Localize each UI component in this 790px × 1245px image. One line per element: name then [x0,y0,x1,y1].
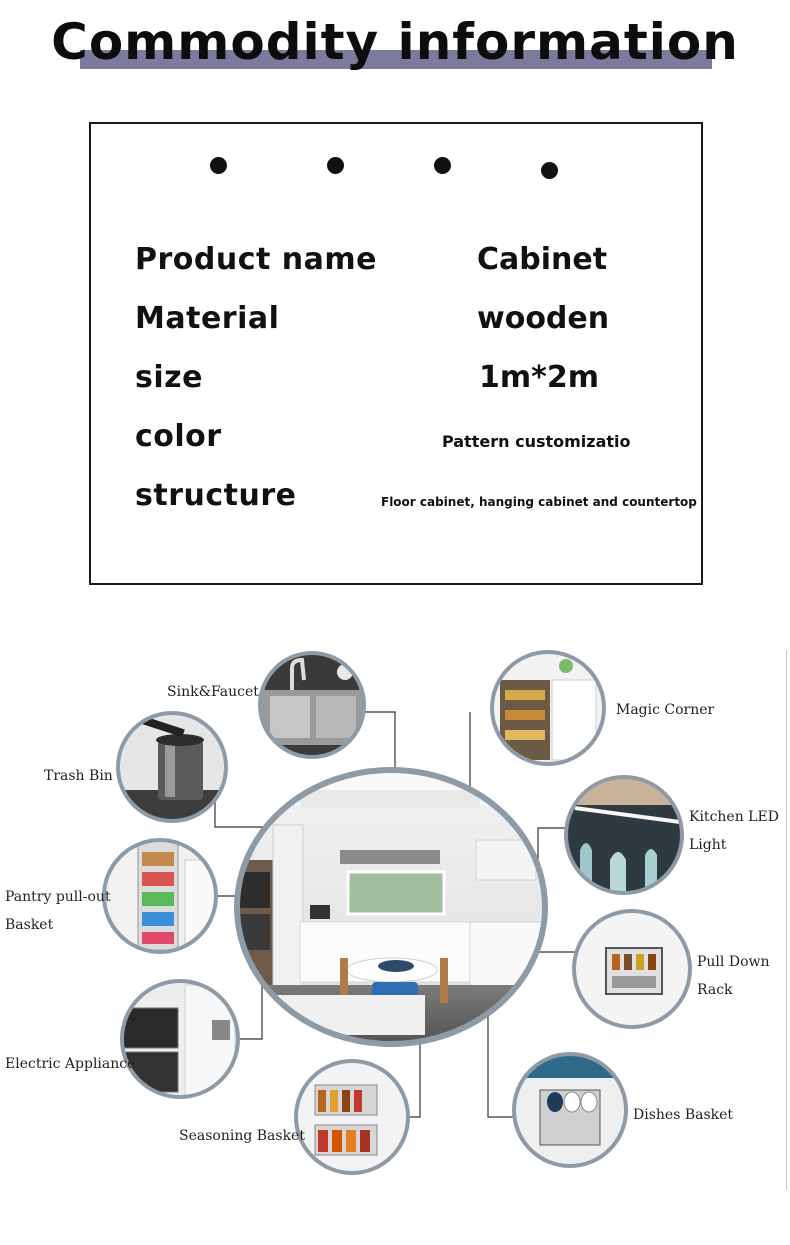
bullet-dot [541,162,558,179]
spec-value-structure: Floor cabinet, hanging cabinet and countertop [381,495,697,509]
label-electric-appliance: Electric Appliance [5,1056,136,1072]
label-pantry-line2: Basket [5,917,54,933]
page-header [0,0,790,80]
spec-table [89,122,703,585]
label-magic-corner: Magic Corner [616,702,715,718]
trash-bin-image [115,710,230,825]
spec-label-structure: structure [135,478,297,513]
spec-value-color: Pattern customizatio [442,432,631,451]
diagram-graphic [0,640,790,1245]
label-seasoning-basket: Seasoning Basket [179,1128,305,1144]
bullet-dot [327,157,344,174]
pantry-basket-image [100,838,220,956]
spec-label-material: Material [135,301,280,336]
spec-value-product-name: Cabinet [477,242,608,277]
label-dishes-basket: Dishes Basket [633,1107,734,1123]
label-pull-down-line1: Pull Down [697,954,770,970]
sink-faucet-image [255,650,370,760]
label-kitchen-led-line1: Kitchen LED [689,809,779,825]
label-pantry-line1: Pantry pull-out [5,889,111,905]
label-trash-bin: Trash Bin [44,768,113,784]
bullet-dot [434,157,451,174]
label-kitchen-led-line2: Light [689,837,727,853]
label-sink-faucet: Sink&Faucet [167,684,259,700]
spec-label-product-name: Product name [135,242,378,277]
label-pull-down-line2: Rack [697,982,733,998]
spec-value-size: 1m*2m [479,360,599,395]
spec-label-size: size [135,360,203,395]
bullet-dot [210,157,227,174]
spec-value-material: wooden [477,301,610,336]
page-title: Commodity information [51,13,739,71]
kitchen-accessories-diagram [0,640,790,1245]
spec-label-color: color [135,419,222,454]
